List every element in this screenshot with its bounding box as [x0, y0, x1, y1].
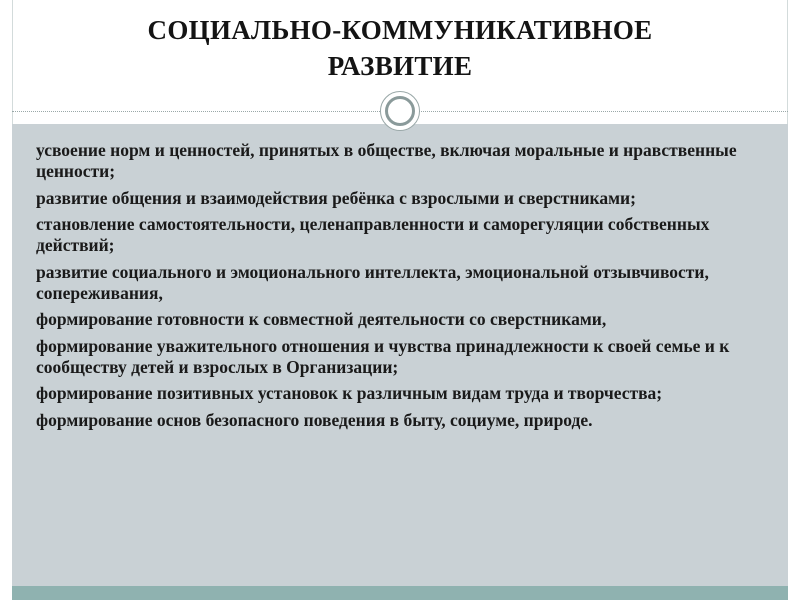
list-item: формирование основ безопасного поведения в быту, социуме, природе. [36, 409, 593, 430]
title-line-1: СОЦИАЛЬНО-КОММУНИКАТИВНОЕ [147, 15, 653, 45]
list-item: формирование уважительного отношения и чувства принадлежности к своей семье и к сообществу детей и взрослых в Организации; [36, 335, 730, 377]
circle-ornament-inner [385, 96, 415, 126]
list-item: развитие социального и эмоционального интеллекта, эмоциональной отзывчивости, сопереживания, [36, 261, 709, 303]
list-item: формирование позитивных установок к различным видам труда и творчества; [36, 383, 663, 403]
bottom-band [12, 586, 788, 600]
circle-ornament-icon [380, 91, 420, 131]
title-line-2: РАЗВИТИЕ [327, 51, 473, 81]
list-item: усвоение норм и ценностей, принятых в обществе, включая моральные и нравственные ценности; [36, 140, 737, 181]
slide-title [40, 12, 760, 84]
list-item: становление самостоятельности, целенаправленности и саморегуляции собственных действий; [36, 214, 710, 255]
list-item: развитие общения и взаимодействия ребёнка с взрослыми и сверстниками; [36, 187, 636, 208]
content-list [36, 140, 772, 436]
list-item: формирование готовности к совместной деятельности со сверстниками, [36, 309, 607, 329]
